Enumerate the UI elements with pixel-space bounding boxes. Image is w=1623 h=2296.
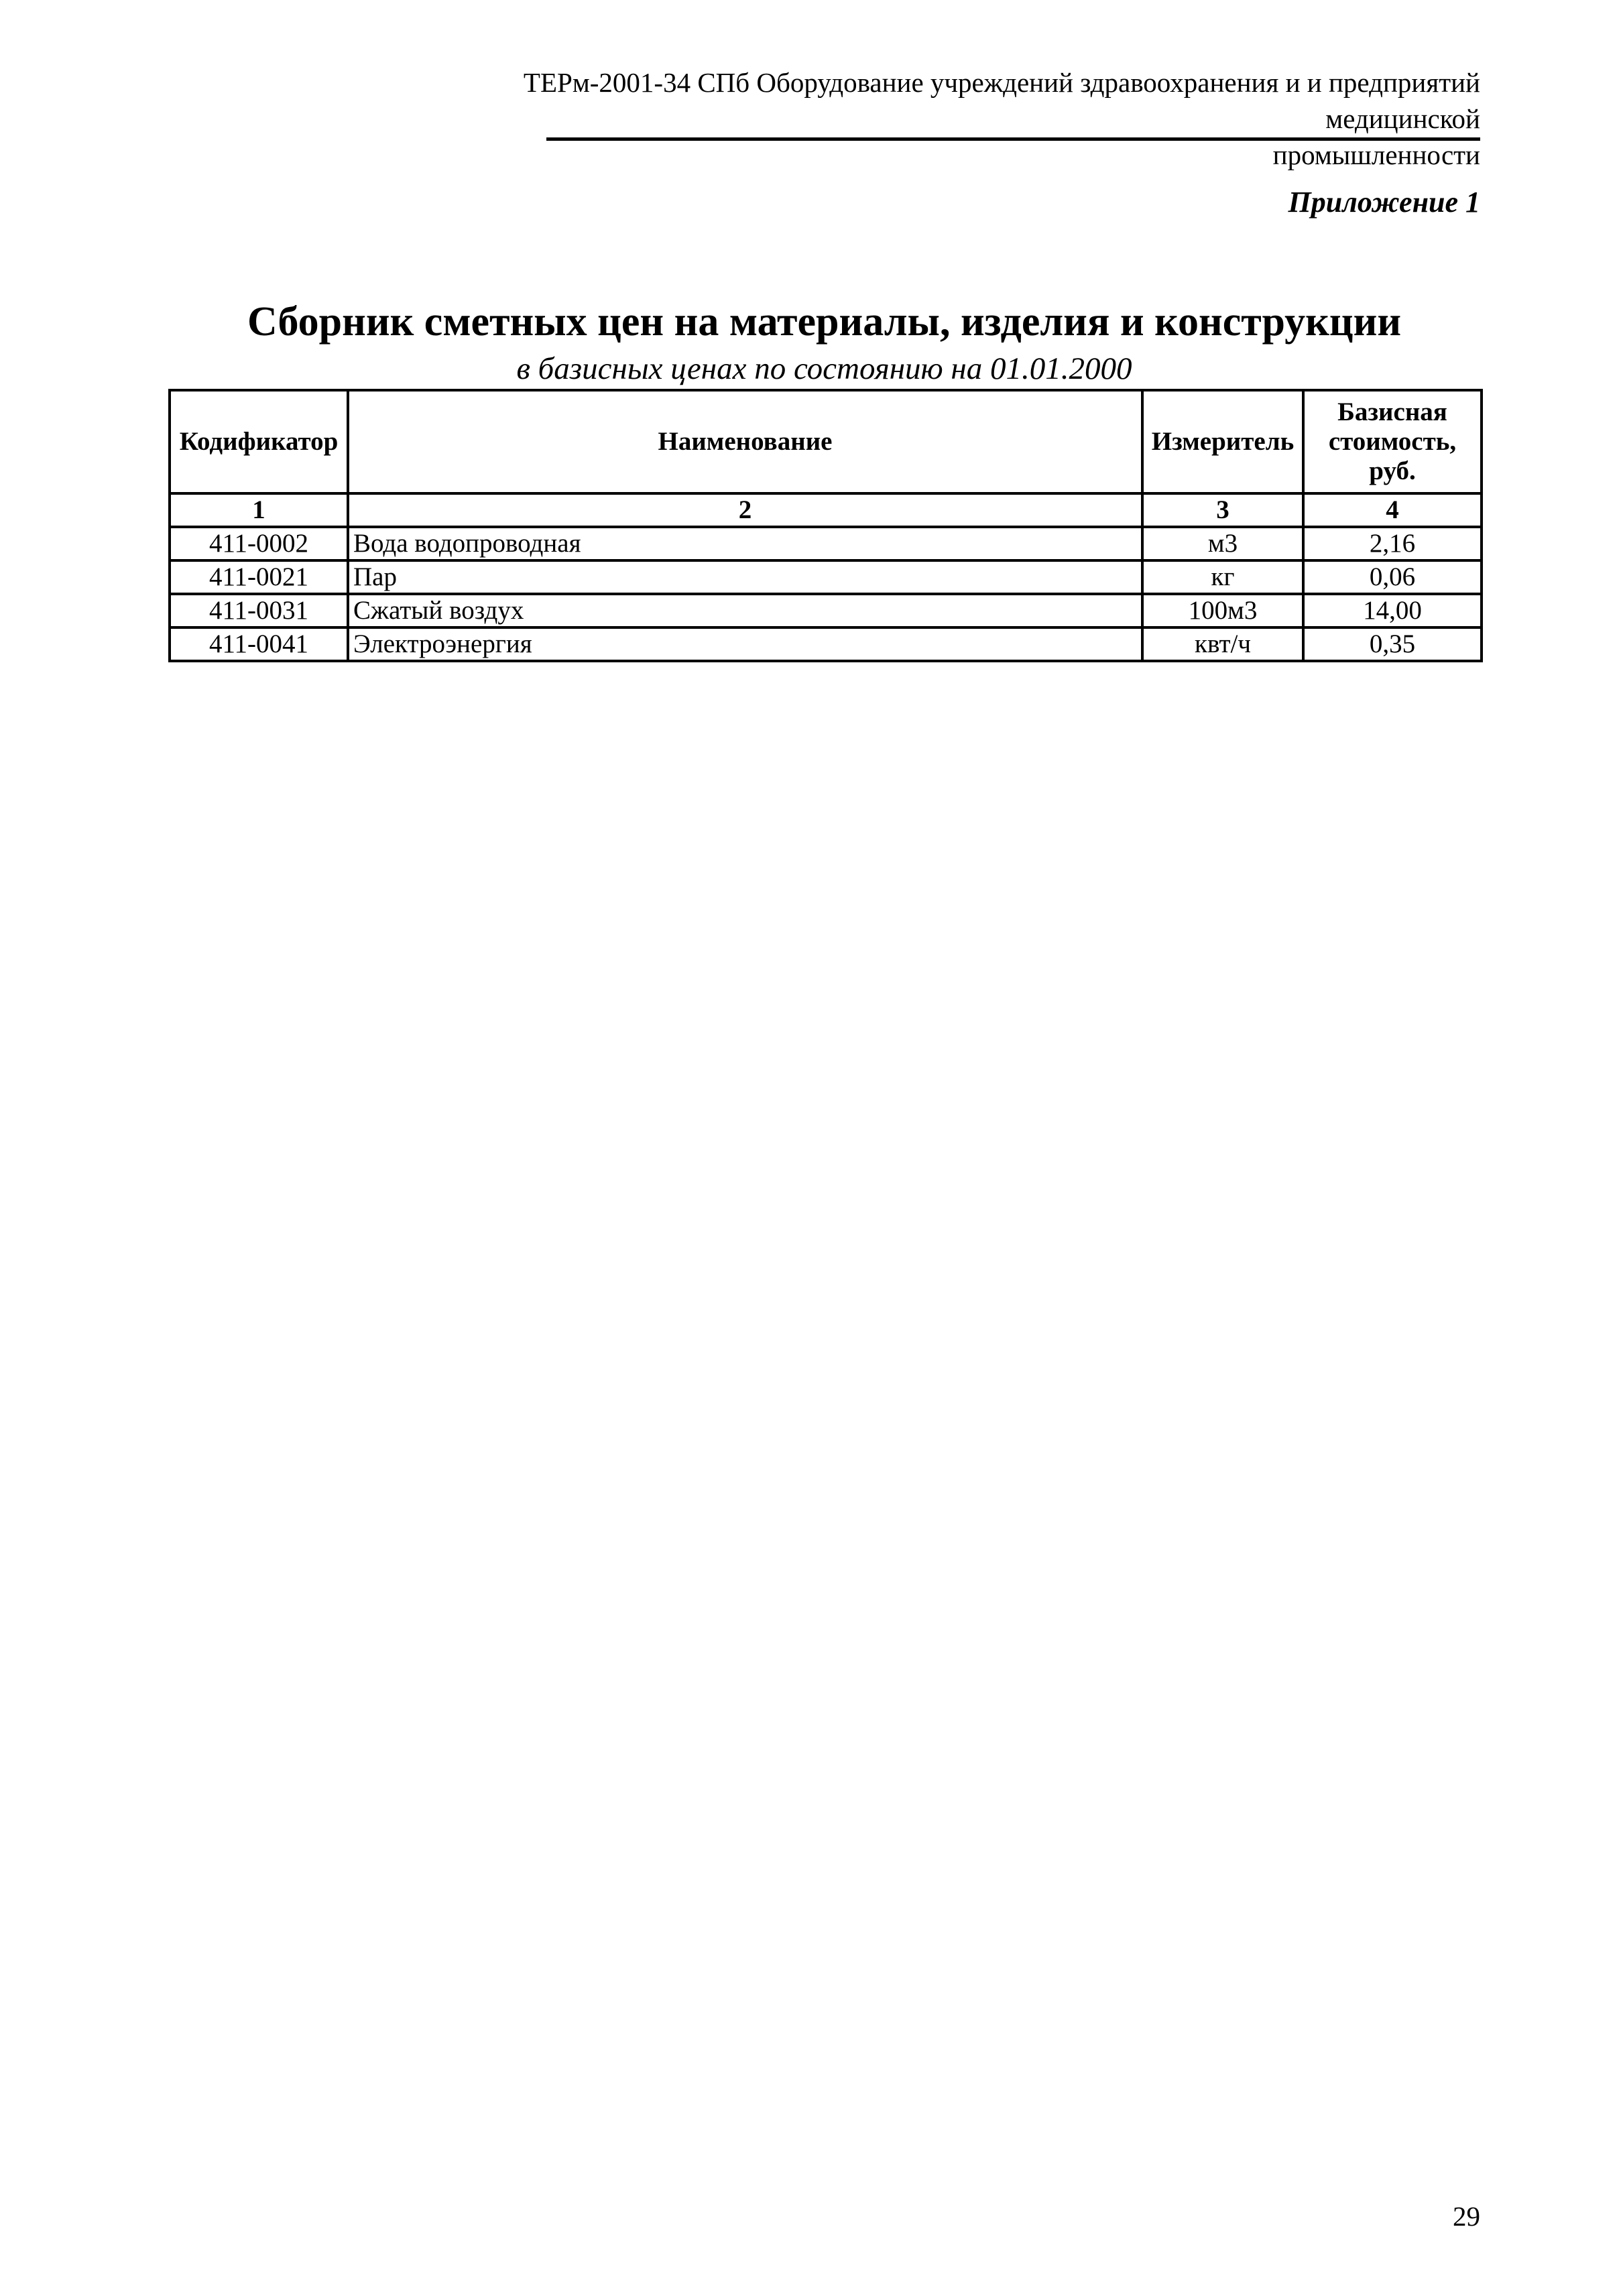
document-title: Сборник сметных цен на материалы, изделия и конструкции	[247, 299, 1402, 345]
cell-unit: квт/ч	[1142, 627, 1303, 661]
price-table	[168, 389, 1483, 662]
cell-code: 411-0041	[170, 627, 348, 661]
running-header	[375, 64, 1480, 173]
cell-price: 0,35	[1303, 627, 1482, 661]
cell-code: 411-0021	[170, 560, 348, 594]
column-number: 2	[348, 493, 1142, 527]
cell-name: Пар	[348, 560, 1142, 594]
column-header-price: Базисная стоимость, руб.	[1303, 390, 1482, 493]
running-header-line-1: ТЕРм-2001-34 СПб Оборудование учреждений здравоохранения и и предприятий медицинской	[523, 67, 1480, 134]
cell-code: 411-0002	[170, 527, 348, 560]
column-number: 1	[170, 493, 348, 527]
table-row	[170, 594, 1482, 627]
column-header-code: Кодификатор	[170, 390, 348, 493]
document-subtitle: в базисных ценах по состоянию на 01.01.2000	[516, 351, 1132, 386]
column-number: 3	[1142, 493, 1303, 527]
cell-unit: кг	[1142, 560, 1303, 594]
table-header-row	[170, 390, 1482, 493]
column-number: 4	[1303, 493, 1482, 527]
page-number: 29	[1453, 2201, 1480, 2232]
column-number-row	[170, 493, 1482, 527]
cell-price: 0,06	[1303, 560, 1482, 594]
column-header-unit: Измеритель	[1142, 390, 1303, 493]
header-divider	[546, 137, 1480, 141]
running-header-line-2: промышленности	[1272, 139, 1480, 170]
cell-name: Электроэнергия	[348, 627, 1142, 661]
table-row	[170, 560, 1482, 594]
cell-price: 2,16	[1303, 527, 1482, 560]
appendix-label: Приложение 1	[1288, 186, 1480, 219]
column-header-name: Наименование	[348, 390, 1142, 493]
cell-name: Сжатый воздух	[348, 594, 1142, 627]
cell-unit: 100м3	[1142, 594, 1303, 627]
cell-unit: м3	[1142, 527, 1303, 560]
cell-price: 14,00	[1303, 594, 1482, 627]
table-row	[170, 627, 1482, 661]
cell-name: Вода водопроводная	[348, 527, 1142, 560]
table-row	[170, 527, 1482, 560]
cell-code: 411-0031	[170, 594, 348, 627]
